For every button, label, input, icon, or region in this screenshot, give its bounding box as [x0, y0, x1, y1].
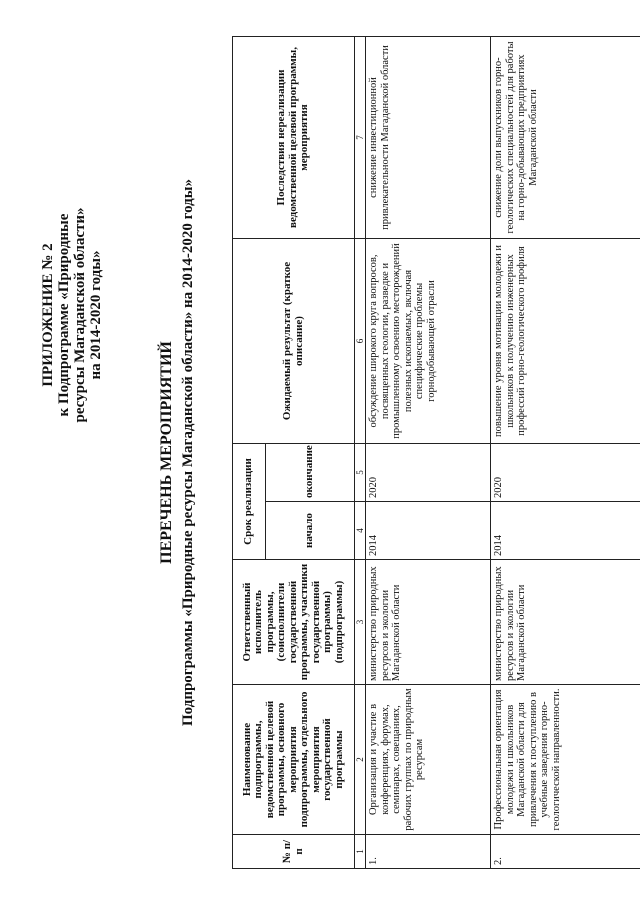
row-end: 2020 [491, 443, 640, 501]
column-number-row [355, 36, 366, 868]
column-number: 4 [355, 502, 366, 560]
row-start: 2014 [366, 502, 491, 560]
row-result: обсуждение широкого круга вопросов, посвященных геологии, разведке и промышленному освоению месторождений полезных ископаемых, включая специфические проблемы горнодобывающей отрасли [366, 238, 491, 443]
header-name: Наименование подпрограммы, ведомственной целевой программы, основного мероприятия подпрограммы, отдельного мероприятия государственной программы [233, 685, 355, 835]
row-num: 1. [366, 835, 491, 869]
header-end: окончание [266, 443, 355, 501]
header-num: № п/п [233, 835, 355, 869]
row-consequences: снижение доли выпускников горно-геологических специальностей для работы на горно-добывающих предприятиях Магаданской области [491, 36, 640, 238]
header-start: начало [266, 502, 355, 560]
activities-table [232, 36, 640, 869]
row-executor: министерство природных ресурсов и экологии Магаданской области [491, 560, 640, 685]
column-number: 5 [355, 443, 366, 501]
header-consequences: Последствия нереализации ведомственной целевой программы, мероприятия [233, 36, 355, 238]
row-consequences: снижение инвестиционной привлекательности Магаданской области [366, 36, 491, 238]
column-number: 3 [355, 560, 366, 685]
appendix-note [40, 55, 104, 575]
row-name: Профессиональная ориентация молодежи и школьников Магаданской области для привлечения к поступлению в учебные заведения горно-геологической направленности. [491, 685, 640, 835]
column-number: 6 [355, 238, 366, 443]
header-result: Ожидаемый результат (краткое описание) [233, 238, 355, 443]
appendix-line: на 2014-2020 годы» [88, 250, 104, 380]
page-title: ПЕРЕЧЕНЬ МЕРОПРИЯТИЙ [158, 341, 175, 564]
column-number: 2 [355, 685, 366, 835]
table-row [491, 36, 640, 868]
row-start: 2014 [491, 502, 640, 560]
row-end: 2020 [366, 443, 491, 501]
column-number: 1 [355, 835, 366, 869]
table-row [366, 36, 491, 868]
row-name: Организация и участие в конференциях, форумах, семинарах, совещаниях, рабочих группах по природным ресурсам [366, 685, 491, 835]
row-num: 2. [491, 835, 640, 869]
appendix-line: к Подпрограмме «Природные [56, 213, 72, 417]
header-executor: Ответственный исполнитель программы, (соисполнители государственной программы, участники государственной программы) (подпрограммы) [233, 560, 355, 685]
row-result: повышение уровня мотивации молодежи и школьников к получению инженерных профессий горно-геологического профиля [491, 238, 640, 443]
row-executor: министерство природных ресурсов и экологии Магаданской области [366, 560, 491, 685]
appendix-line: ПРИЛОЖЕНИЕ № 2 [40, 243, 56, 387]
column-number: 7 [355, 36, 366, 238]
appendix-line: ресурсы Магаданской области» [72, 207, 88, 423]
header-term: Срок реализации [233, 443, 266, 559]
page-subtitle: Подпрограммы «Природные ресурсы Магаданской области» на 2014-2020 годы» [180, 179, 196, 726]
